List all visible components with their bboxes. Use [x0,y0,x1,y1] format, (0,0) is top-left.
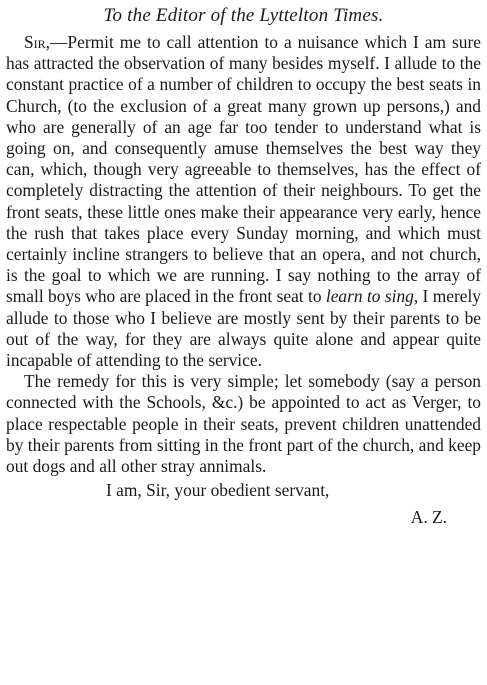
letter-paragraph-1 [6,32,481,371]
paragraph-1-text-b: , I merely allude to those who I believe are mostly sent by their parents to be out of the way, for they are always quite alone and appear quite incapable of attending to the service. [6,286,481,371]
paragraph-1-emphasis: learn to sing [325,286,414,307]
letter-paragraph-2: The remedy for this is very simple; let somebody (say a person connected with the Schools, &c.) be appointed to act as Verger, to place respectable people in their seats, prevent children unattended by their parents from sitting in the front part of the church, and keep out dogs and all other stray annimals. [6,371,481,477]
paragraph-1-text-a: —Permit me to call attention to a nuisance which I am sure has attracted the observation of many besides myself. I allude to the constant practice of a number of children to occupy the best seats in Church, (to the exclusion of a great many grown up persons,) and who are generally of an age far too tender to understand what is going on, and consequently amuse themselves the best way they can, which, though very agreeable to themselves, has the effect of completely distracting the attention of their neighbours. To get the front seats, these little ones make their appearance very early, hence the rush that takes place every Sunday morning, and which must certainly incline strangers to believe that an opera, and not church, is the goal to which we are running. I say nothing to the array of small boys who are placed in the front seat to [6,32,481,307]
salutation: Sir, [24,32,51,52]
letter-signature: A. Z. [410,507,447,528]
letter-heading: To the Editor of the Lyttelton Times. [103,5,384,26]
letter-closing: I am, Sir, your obedient servant, [106,480,330,501]
